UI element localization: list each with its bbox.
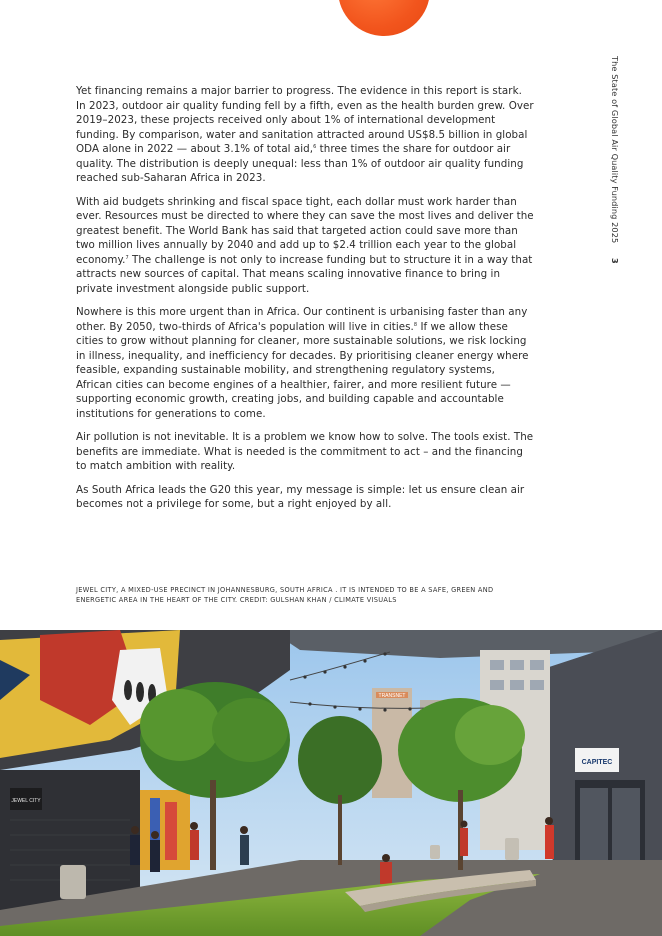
body-text [76, 84, 534, 521]
page-number: 3 [610, 258, 620, 264]
footnote-ref[interactable]: 7 [125, 254, 129, 261]
svg-text:JEWEL CITY: JEWEL CITY [11, 798, 41, 804]
footnote-ref[interactable]: 8 [413, 321, 418, 328]
paragraph: As South Africa leads the G20 this year, my message is simple: let us ensure clean air becomes not a privilege for some, but a right enjoyed by all. [76, 483, 525, 510]
paragraph: With aid budgets shrinking and fiscal space tight, each dollar must work harder than ever. Resources must be directed to where they can save the most lives and deliver the greatest benefit. The World Bank has said that targeted action could save more than two million lives annually by 2040 and add up to $2.4 trillion each year to the global economy.$^7$ The challenge is not only to increase funding but to structure it in a way that attracts new sources of capital. That means scaling innovative finance to bring in private investment alongside public support. [76, 195, 534, 295]
svg-text:CAPITEC: CAPITEC [581, 759, 613, 766]
paragraph: Nowhere is this more urgent than in Africa. Our continent is urbanising faster than any other. By 2050, two-thirds of Africa's population will live in cities.$^8$ If we allow these cities to grow without planning for cleaner, more sustainable solutions, we risk locking in illness, inequality, and inefficiency for decades. By prioritising cleaner energy where feasible, expanding sustainable mobility, and strengthening regulatory systems, African cities can become engines of a healthier, fairer, and more resilient future — supporting economic growth, creating jobs, and building capable and accountable institutions for generations to come. [76, 306, 529, 420]
report-title: The State of Global Air Quality Funding 2025 [610, 56, 620, 244]
svg-text:TRANSNET: TRANSNET [378, 693, 406, 699]
running-header [600, 56, 620, 286]
photo-caption: JEWEL CITY, A MIXED-USE PRECINCT IN JOHANNESBURG, SOUTH AFRICA . IT IS INTENDED TO BE A SAFE, GREEN AND ENERGETIC AREA IN THE HEART OF THE CITY. CREDIT: GULSHAN KHAN / CLIMATE VISUALS [76, 586, 494, 604]
paragraph: Yet financing remains a major barrier to progress. The evidence in this report is stark. In 2023, outdoor air quality funding fell by a fifth, even as the health burden grew. Over 2019–2023, these projects received only about 1% of international development funding. By comparison, water and sanitation attracted around US$8.5 billion in global ODA alone in 2022 — about 3.1% of total aid,$^6$ three times the share for outdoor air quality. The distribution is deeply unequal: less than 1% of outdoor air quality funding reached sub-Saharan Africa in 2023. [76, 85, 534, 184]
paragraph: Air pollution is not inevitable. It is a problem we know how to solve. The tools exist. The benefits are immediate. What is needed is the commitment to act – and the financing to match ambition with reality. [76, 431, 534, 472]
street-photo [0, 630, 662, 936]
footnote-ref[interactable]: 6 [313, 144, 317, 150]
decorative-orange-circle [338, 0, 430, 36]
